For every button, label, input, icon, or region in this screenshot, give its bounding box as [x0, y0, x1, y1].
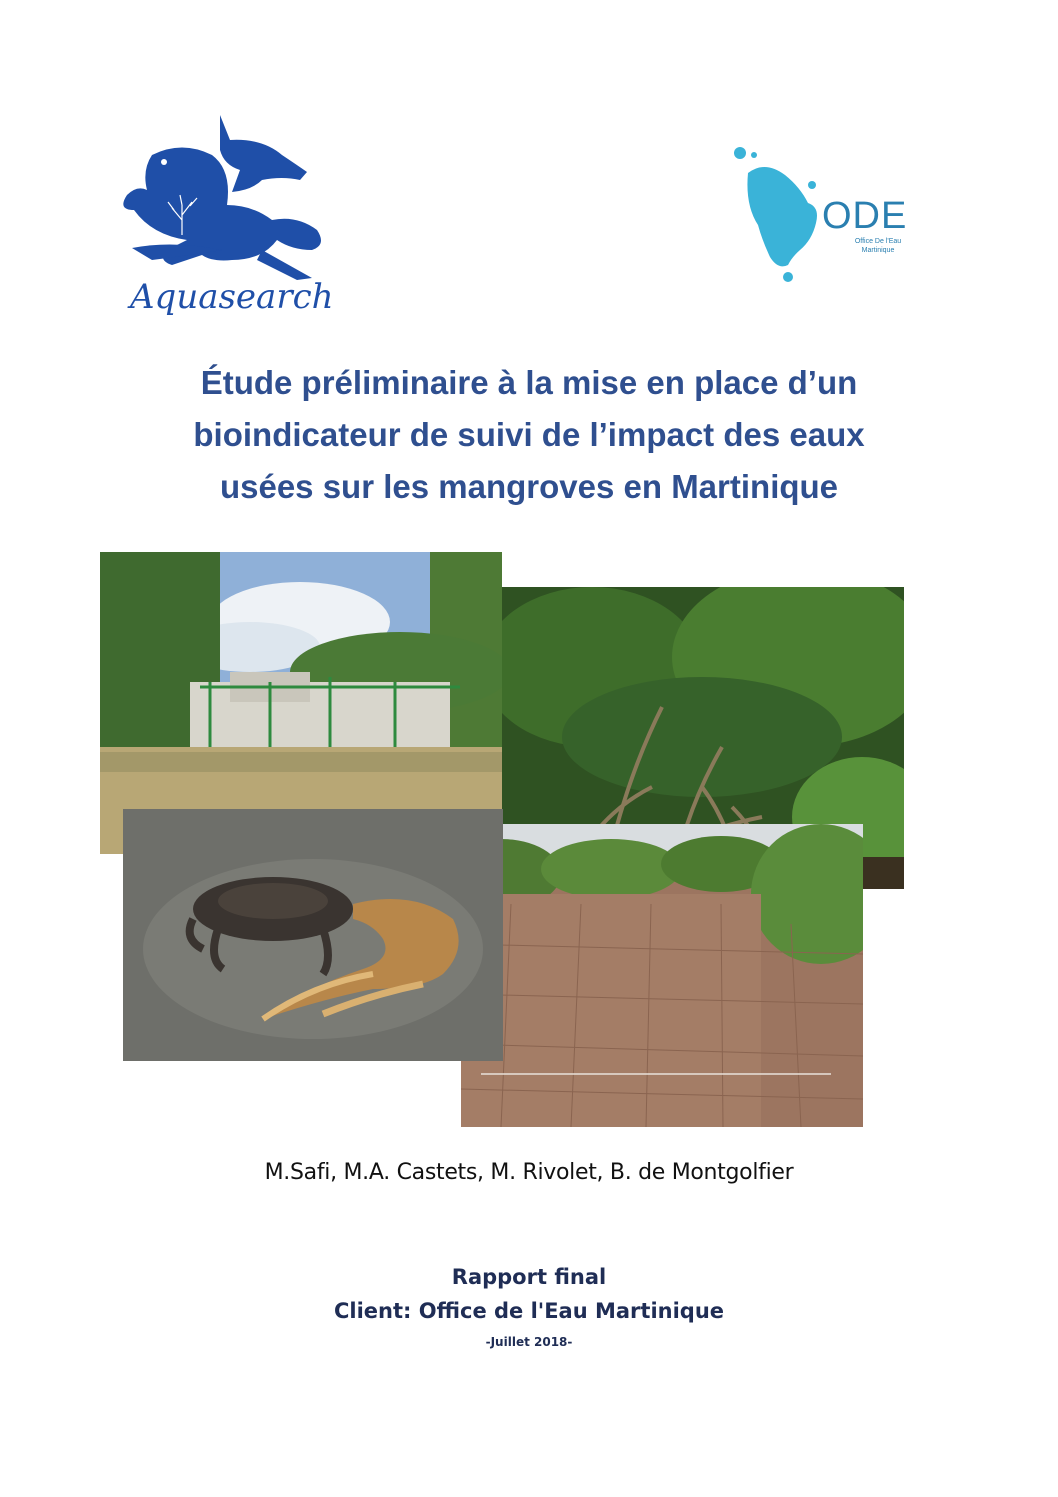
- svg-text:Office De l'Eau: Office De l'Eau: [854, 238, 902, 245]
- report-type: Rapport final: [451, 1265, 607, 1289]
- report-client: Client: Office de l'Eau Martinique: [333, 1299, 725, 1323]
- title-line: usées sur les mangroves en Martinique: [219, 468, 839, 505]
- title-line: Étude préliminaire à la mise en place d’un: [200, 364, 858, 401]
- svg-text:Martinique: Martinique: [861, 247, 895, 254]
- title-line: bioindicateur de suivi de l’impact des eaux: [193, 416, 865, 453]
- ode-wordmark: ODE: [822, 195, 908, 237]
- dry-mudflat-photo: [461, 824, 863, 1127]
- aquasearch-wordmark: Aquasearch: [130, 277, 332, 317]
- fiddler-crab-photo: [123, 809, 503, 1061]
- report-title: [80, 357, 978, 513]
- ode-logo: [730, 145, 930, 285]
- authors: M.Safi, M.A. Castets, M. Rivolet, B. de Montgolfier: [264, 1160, 794, 1185]
- aquasearch-logo: [112, 110, 332, 320]
- report-date: -Juillet 2018-: [485, 1335, 573, 1349]
